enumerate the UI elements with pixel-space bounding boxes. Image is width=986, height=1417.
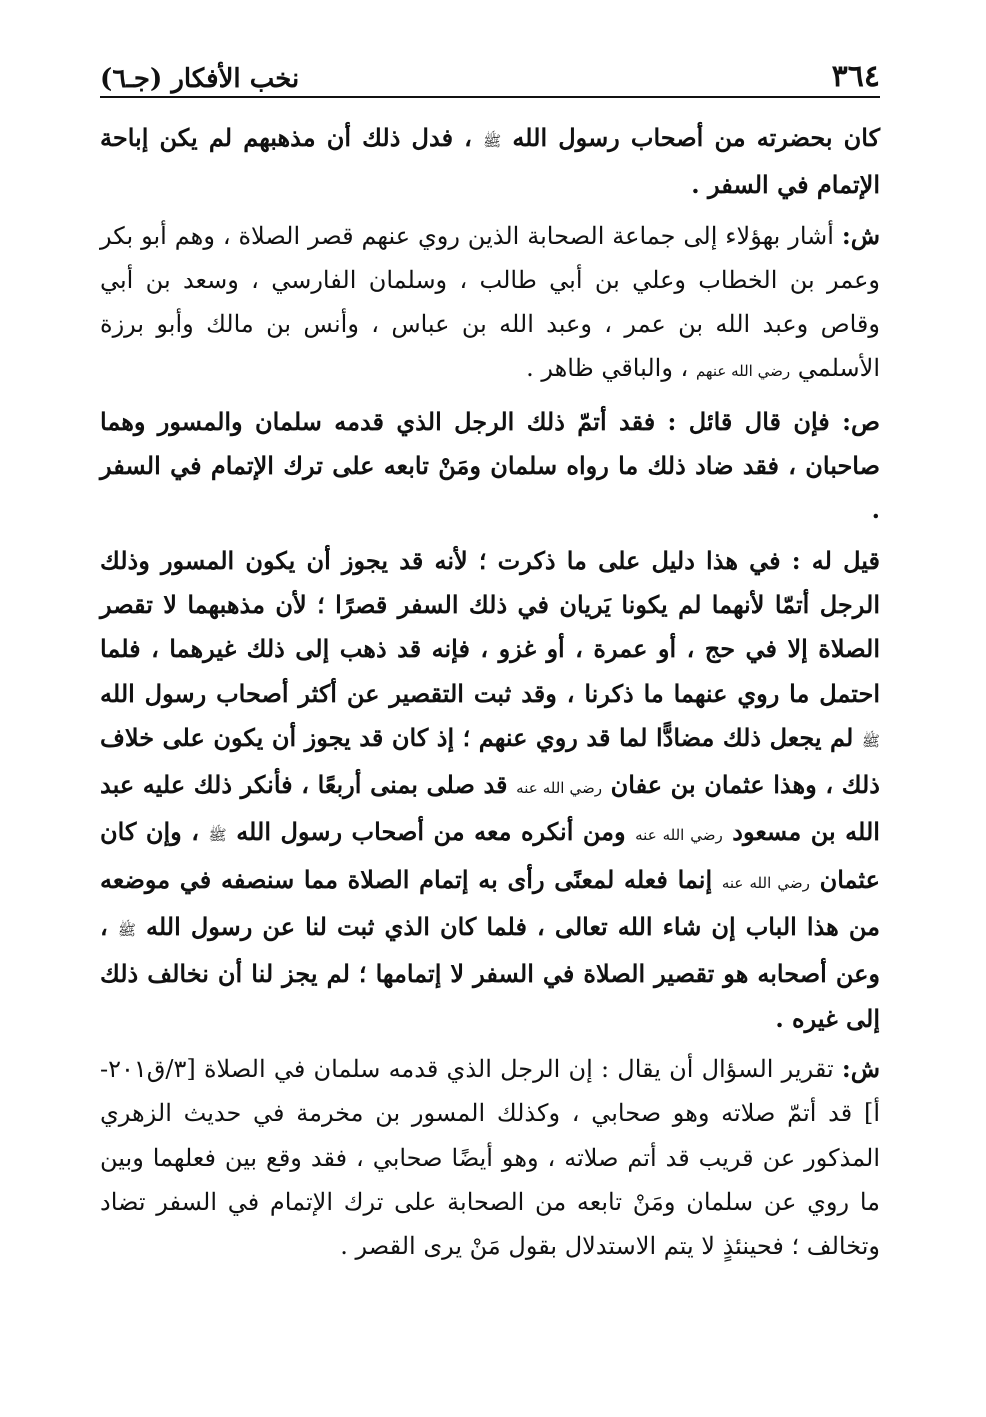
- text-segment: إنما فعله لمعنًى رأى به إتمام الصلاة مما سنصفه في موضعه من هذا الباب إن شاء الله تعالى ، فلما كان الذي ثبت لنا عن رسول الله: [100, 864, 880, 942]
- paragraph-commentary: [100, 214, 880, 394]
- page-body: [100, 116, 880, 1268]
- text-segment: فإن قال قائل : فقد أتمّ ذلك الرجل الذي قدمه سلمان والمسور وهما صاحبان ، فقد ضاد ذلك ما رواه سلمان ومَنْ تابعه على ترك الإتمام في السفر .: [100, 406, 880, 525]
- honorific-glyph: رضي الله عنه: [721, 873, 810, 892]
- paragraph-quote-reply: [100, 539, 880, 1041]
- text-segment: ، وإن كان عثمان: [100, 817, 880, 894]
- honorific-glyph: ﷺ: [483, 132, 502, 150]
- commentary-marker: ش:: [841, 220, 880, 250]
- text-segment: لم يجعل ذلك مضادًّا لما قد روي عنهم ؛ إذ كان قد يجوز أن يكون على خلاف ذلك ، وهذا عثمان بن عفان: [100, 722, 880, 800]
- page-header: [100, 52, 880, 98]
- honorific-glyph: رضي الله عنه: [635, 826, 723, 845]
- text-segment: قيل له : في هذا دليل على ما ذكرت ؛ لأنه قد يجوز أن يكون المسور وذلك الرجل أتمّا لأنهما لم يكونا يَريان في ذلك السفر قصرًا ؛ لأن مذهبهما لا تقصر الصلاة إلا في حج ، أو عمرة ، أو غزو ، فإنه قد ذهب إلى ذلك غيرهما ، فلما احتمل ما روي عنهما ما ذكرنا ، وقد ثبت التقصير عن أكثر أصحاب رسول الله: [100, 545, 880, 708]
- paragraph-quote-continuation: [100, 116, 880, 208]
- text-segment: تقرير السؤال أن يقال : إن الرجل الذي قدمه سلمان في الصلاة [٣/ق٢٠١-أ] قد أتمّ صلاته وهو صحابي ، وكذلك المسور بن مخرمة في حديث الزهري المذكور عن قريب قد أتم صلاته ، وهو أيضًا صحابي ، فقد وقع بين فعلهما وبين ما روي عن سلمان ومَنْ تابعه من الصحابة على ترك الإتمام في السفر تضاد وتخالف ؛ فحينئذٍ لا يتم الاستدلال بقول مَنْ يرى القصر .: [100, 1054, 880, 1261]
- text-segment: ، وعن أصحابه هو تقصير الصلاة في السفر لا إتمامها ؛ لم يجز لنا أن نخالف ذلك إلى غيره .: [100, 912, 880, 1033]
- honorific-glyph: ﷺ: [208, 826, 227, 845]
- text-segment: ، والباقي ظاهر .: [526, 354, 696, 383]
- commentary-marker: ش:: [841, 1053, 880, 1083]
- paragraph-quote: [100, 400, 880, 533]
- honorific-glyph: رضي الله عنه: [516, 779, 603, 798]
- paragraph-commentary: [100, 1047, 880, 1268]
- honorific-glyph: رضي الله عنهم: [695, 362, 791, 381]
- honorific-glyph: ﷺ: [117, 921, 136, 940]
- text-segment: أشار بهؤلاء إلى جماعة الصحابة الذين روي عنهم قصر الصلاة ، وهم أبو بكر وعمر بن الخطاب وعلي بن أبي طالب ، وسلمان الفارسي ، وسعد بن أبي وقاص وعبد الله بن عمر ، وعبد الله بن عباس ، وأنس بن مالك وأبو برزة الأسلمي: [100, 221, 880, 383]
- text-marker: ص:: [842, 406, 880, 436]
- page-number: ٣٦٤: [831, 59, 880, 94]
- text-segment: ومن أنكره معه من أصحاب رسول الله: [226, 817, 636, 847]
- running-title: نخب الأفكار (جـ٦): [100, 64, 300, 94]
- text-segment: كان بحضرته من أصحاب رسول الله: [501, 123, 881, 152]
- text-segment: قد صلى بمنى أربعًا ، فأنكر ذلك عليه عبد الله بن مسعود: [100, 770, 880, 847]
- honorific-glyph: ﷺ: [861, 731, 880, 750]
- text-segment: ، فدل ذلك أن مذهبهم لم يكن إباحة الإتمام في السفر .: [100, 123, 880, 200]
